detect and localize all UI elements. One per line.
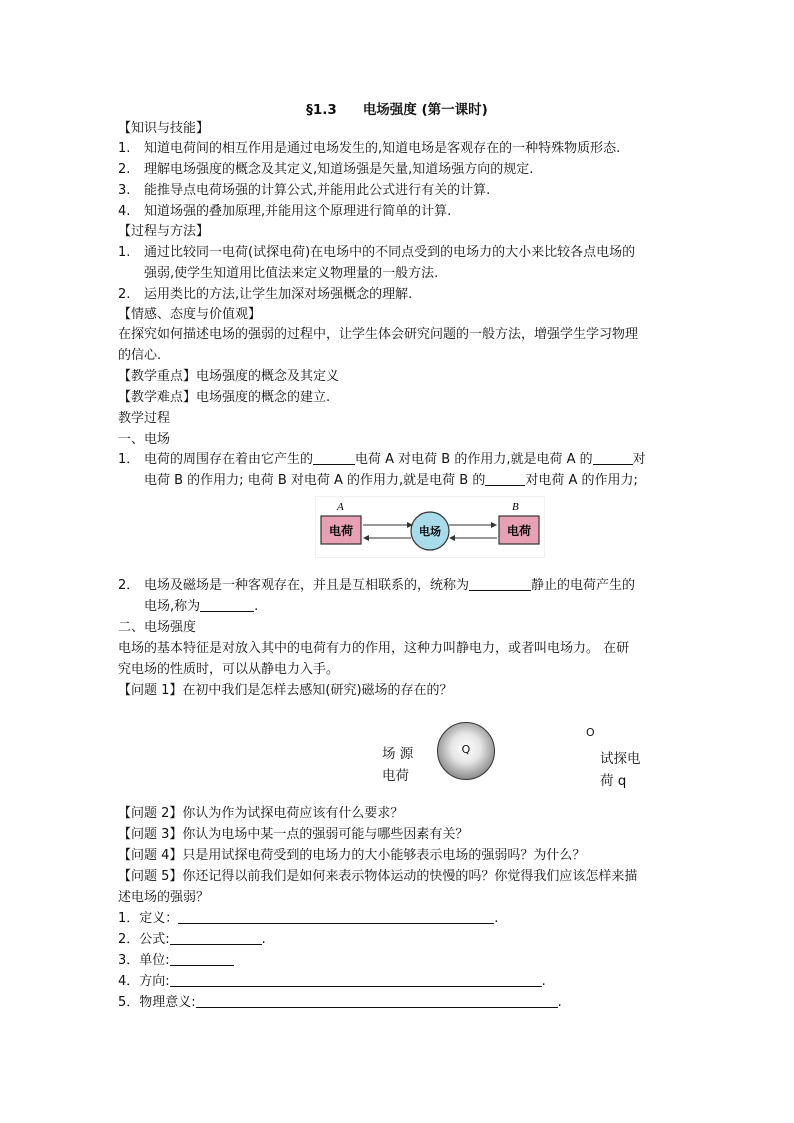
answer-blank[interactable] [170, 951, 234, 966]
list-number: 1. [118, 245, 131, 260]
source-charge-label: 场 源 [382, 746, 414, 762]
list-number: 1. [118, 141, 131, 156]
list-number: 4. [118, 204, 131, 219]
test-charge-label-2: 荷 q [600, 773, 627, 789]
source-charge-label-2: 电荷 [382, 768, 409, 784]
list-item: 知道场强的叠加原理,并能用这个原理进行简单的计算. [144, 204, 452, 219]
test-charge-label: 试探电 [600, 751, 641, 767]
question-4: 【问题 4】只是用试探电荷受到的电场力的大小能够表示电场的强弱吗？为什么？ [118, 848, 586, 863]
page-title [0, 98, 794, 118]
label-b: B [512, 501, 519, 513]
section-number: §1.3 [306, 102, 337, 118]
fill-item-unit: 3．单位: [118, 951, 678, 971]
test-charge-symbol: O [586, 726, 595, 739]
fill-sentence: 电荷 B 的作用力; 电荷 B 对电荷 A 的作用力,就是电荷 B 的 对电荷 A 的作用力; [144, 473, 638, 488]
question-2: 【问题 2】你认为作为试探电荷应该有什么要求？ [118, 806, 404, 821]
difficulty: 【教学难点】电场强度的概念的建立. [118, 390, 331, 405]
list-number: 2． [118, 578, 140, 593]
part2-text: 电场的基本特征是对放入其中的电荷有力的作用，这种力叫静电力，或者叫电场力。 在研 [118, 641, 630, 656]
question-5-continued: 述电场的强弱？ [118, 890, 210, 905]
part1-heading: 一、电场 [118, 432, 171, 447]
answer-blank[interactable] [593, 450, 633, 465]
list-number: 2. [118, 162, 131, 177]
list-item: 能推导点电荷场强的计算公式,并能用此公式进行有关的计算. [144, 183, 491, 198]
process-heading: 【过程与方法】 [118, 224, 210, 239]
question-1: 【问题 1】在初中我们是怎样去感知(研究)磁场的存在的？ [118, 683, 453, 698]
emotion-text-continued: 的信心. [118, 348, 162, 363]
fill-sentence: 电场,称为 . [144, 599, 259, 614]
list-number: 2. [118, 287, 131, 302]
answer-blank[interactable] [485, 471, 525, 486]
list-item: 通过比较同一电荷(试探电荷)在电场中的不同点受到的电场力的大小来比较各点电场的 [144, 245, 636, 260]
key-point: 【教学重点】电场强度的概念及其定义 [118, 369, 340, 384]
fill-item-formula: 2．公式: . [118, 932, 266, 947]
emotion-text: 在探究如何描述电场的强弱的过程中，让学生体会研究问题的一般方法，增强学生学习物理 [118, 327, 639, 342]
list-item-continued: 强弱,使学生知道用比值法来定义物理量的一般方法. [144, 266, 439, 281]
part2-heading: 二、电场强度 [118, 620, 197, 635]
fill-item-meaning: 5．物理意义: . [118, 995, 562, 1010]
source-charge-symbol: Q [461, 743, 471, 756]
label-a: A [337, 501, 344, 513]
field-label: 电场 [419, 525, 441, 538]
fill-sentence: 电场及磁场是一种客观存在，并且是互相联系的，统称为 静止的电荷产生的 [144, 578, 636, 593]
knowledge-heading: 【知识与技能】 [118, 121, 210, 136]
list-item: 知道电荷间的相互作用是通过电场发生的,知道电场是客观存在的一种特殊物质形态. [144, 141, 621, 156]
field-interaction-diagram [315, 496, 545, 558]
answer-blank[interactable] [469, 576, 531, 591]
emotion-heading: 【情感、态度与价值观】 [118, 307, 262, 322]
answer-blank[interactable] [170, 930, 262, 945]
fill-item-direction: 4．方向: . [118, 974, 546, 989]
answer-blank[interactable] [178, 909, 494, 924]
answer-blank[interactable] [170, 972, 542, 987]
fill-sentence: 电荷的周围存在着由它产生的 电荷 A 对电荷 B 的作用力,就是电荷 A 的 对 [144, 452, 646, 467]
list-item: 理解电场强度的概念及其定义,知道场强是矢量,知道场强方向的规定. [144, 162, 534, 177]
answer-blank[interactable] [313, 450, 355, 465]
answer-blank[interactable] [200, 597, 254, 612]
answer-blank[interactable] [196, 993, 558, 1008]
fill-item-definition: 1．定义： . [118, 911, 499, 926]
question-3: 【问题 3】你认为电场中某一点的强弱可能与哪些因素有关？ [118, 827, 469, 842]
list-number: 1． [118, 452, 140, 467]
procedure-heading: 教学过程 [118, 411, 171, 426]
list-item: 运用类比的方法,让学生加深对场强概念的理解. [144, 287, 413, 302]
part2-text-continued: 究电场的性质时，可以从静电力入手。 [118, 662, 340, 677]
question-5: 【问题 5】你还记得以前我们是如何来表示物体运动的快慢的吗？你觉得我们应该怎样来描 [118, 869, 638, 884]
list-number: 3. [118, 183, 131, 198]
right-charge-label: 电荷 [506, 524, 532, 538]
left-charge-label: 电荷 [328, 524, 354, 538]
section-topic: 电场强度 (第一课时) [362, 102, 488, 118]
